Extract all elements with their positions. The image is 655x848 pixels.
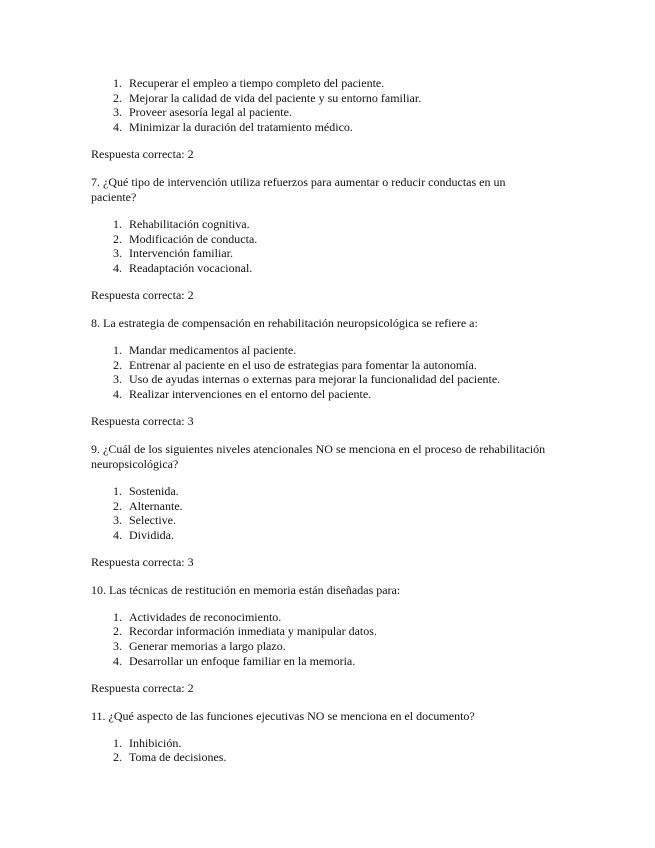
question-text: 9. ¿Cuál de los siguientes niveles atencionales NO se menciona en el proceso de rehabilitación neuropsicológica? xyxy=(91,441,546,471)
options-list xyxy=(91,76,551,134)
option-item: 1. Recuperar el empleo a tiempo completo del paciente. xyxy=(113,76,385,90)
question-text: 10. Las técnicas de restitución en memoria están diseñadas para: xyxy=(91,582,401,597)
option-item: 1. Sostenida. xyxy=(113,483,179,498)
option-item: 1. Mandar medicamentos al paciente. xyxy=(113,342,297,357)
option-item: 4. Minimizar la duración del tratamiento médico. xyxy=(113,119,353,134)
answer-line: Respuesta correcta: 2 xyxy=(91,147,194,162)
option-item: 2. Toma de decisiones. xyxy=(113,750,227,765)
option-item: 2. Recordar información inmediata y manipular datos. xyxy=(113,624,377,639)
option-item: 2. Mejorar la calidad de vida del paciente y su entorno familiar. xyxy=(113,90,422,105)
option-item: 4. Readaptación vocacional. xyxy=(113,260,253,275)
document-page xyxy=(91,76,551,765)
option-item: 2. Modificación de conducta. xyxy=(113,231,258,246)
option-item: 1. Actividades de reconocimiento. xyxy=(113,609,282,624)
option-item: 3. Proveer asesoría legal al paciente. xyxy=(113,105,292,120)
options-list xyxy=(91,610,551,668)
option-item: 3. Intervención familiar. xyxy=(113,246,233,261)
option-item: 3. Uso de ayudas internas o externas para mejorar la funcionalidad del paciente. xyxy=(113,372,501,387)
option-item: 3. Generar memorias a largo plazo. xyxy=(113,639,286,654)
option-item: 1. Inhibición. xyxy=(113,735,182,750)
options-list xyxy=(91,343,551,401)
option-item: 2. Entrenar al paciente en el uso de estrategias para fomentar la autonomía. xyxy=(113,357,477,372)
answer-line: Respuesta correcta: 3 xyxy=(91,414,194,429)
answer-line: Respuesta correcta: 3 xyxy=(91,555,194,570)
question-text: 8. La estrategia de compensación en rehabilitación neuropsicológica se refiere a: xyxy=(91,315,478,330)
answer-line: Respuesta correcta: 2 xyxy=(91,681,194,696)
option-item: 4. Desarrollar un enfoque familiar en la memoria. xyxy=(113,653,356,668)
option-item: 1. Rehabilitación cognitiva. xyxy=(113,216,250,231)
option-item: 4. Dividida. xyxy=(113,527,174,542)
question-text: 11. ¿Qué aspecto de las funciones ejecutivas NO se menciona en el documento? xyxy=(91,708,475,723)
options-list xyxy=(91,484,551,542)
options-list xyxy=(91,736,551,765)
options-list xyxy=(91,217,551,275)
question-text: 7. ¿Qué tipo de intervención utiliza refuerzos para aumentar o reducir conductas en un paciente? xyxy=(91,174,506,204)
answer-line: Respuesta correcta: 2 xyxy=(91,288,194,303)
option-item: 4. Realizar intervenciones en el entorno del paciente. xyxy=(113,386,372,401)
option-item: 2. Alternante. xyxy=(113,498,183,513)
option-item: 3. Selective. xyxy=(113,513,176,528)
